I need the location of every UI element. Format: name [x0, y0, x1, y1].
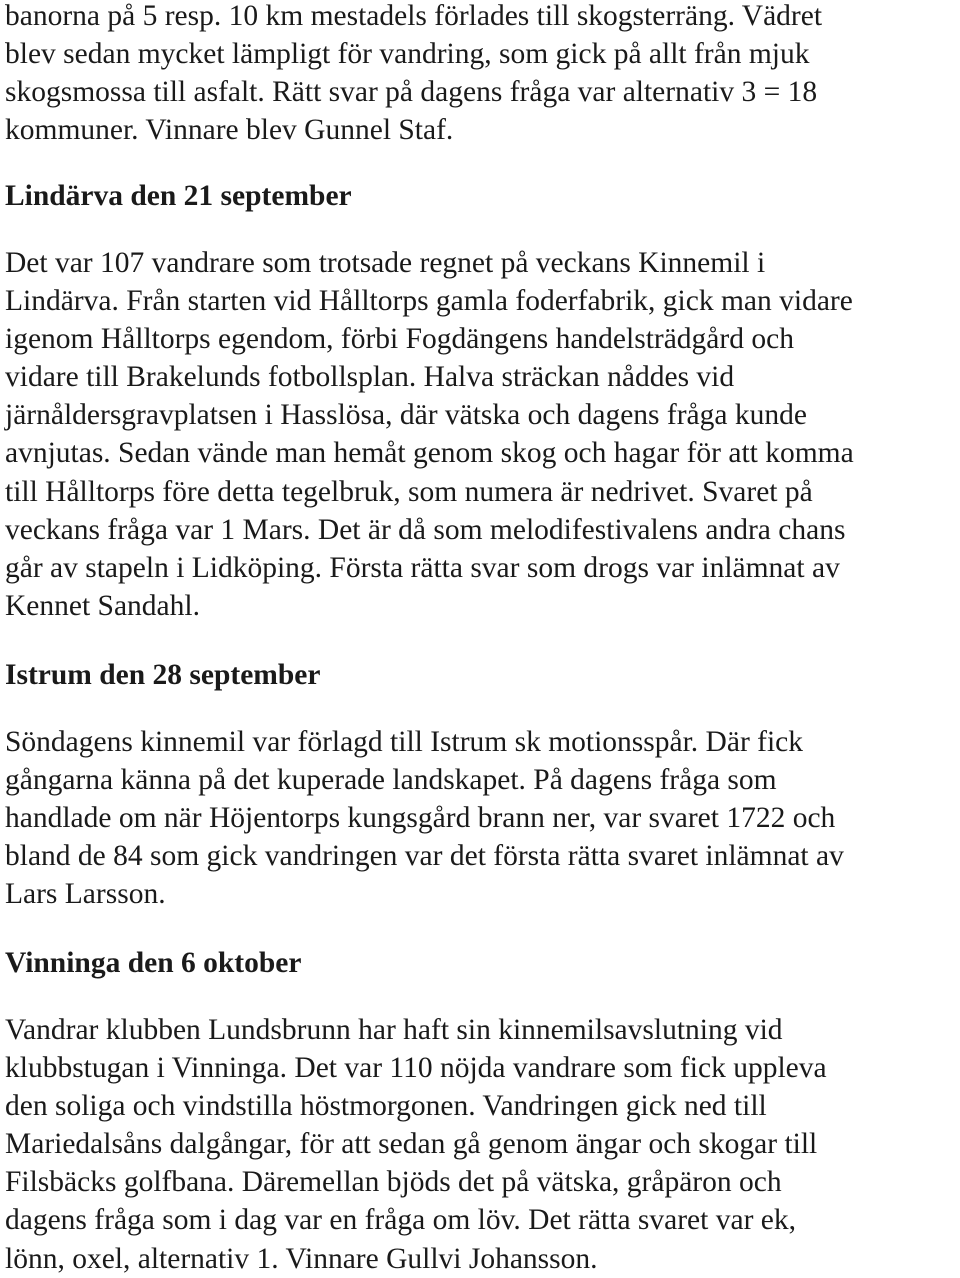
paragraph-line: Lars Larsson.	[5, 878, 166, 911]
paragraph-line: Kennet Sandahl.	[5, 589, 200, 622]
paragraph-line: lönn, oxel, alternativ 1. Vinnare Gullvi Johansson.	[5, 1242, 598, 1275]
paragraph-line: bland de 84 som gick vandringen var det första rätta svaret inlämnat av	[5, 840, 844, 873]
paragraph-line: skogsmossa till asfalt. Rätt svar på dagens fråga var alternativ 3 = 18	[5, 76, 818, 109]
paragraph-line: går av stapeln i Lidköping. Första rätta svar som drogs var inlämnat av	[5, 551, 840, 584]
paragraph-line: den soliga och vindstilla höstmorgonen. Vandringen gick ned till	[5, 1090, 767, 1123]
paragraph-line: Filsbäcks golfbana. Däremellan bjöds det på vätska, gråpäron och	[5, 1166, 782, 1199]
paragraph-line: banorna på 5 resp. 10 km mestadels förlades till skogsterräng. Vädret	[5, 0, 823, 32]
paragraph-line: gångarna känna på det kuperade landskapet. På dagens fråga som	[5, 764, 777, 797]
paragraph-line: Vandrar klubben Lundsbrunn har haft sin kinnemilsavslutning vid	[5, 1014, 783, 1046]
section-paragraph-vinninga	[5, 1011, 827, 1278]
paragraph-line: Söndagens kinnemil var förlagd till Istrum sk motionsspår. Där fick	[5, 726, 804, 758]
paragraph-line: Lindärva. Från starten vid Hålltorps gamla foderfabrik, gick man vidare	[5, 285, 853, 318]
section-heading-vinninga: Vinninga den 6 oktober	[5, 947, 302, 979]
paragraph-line: Det var 107 vandrare som trotsade regnet på veckans Kinnemil i	[5, 247, 766, 279]
paragraph-line: dagens fråga som i dag var en fråga om löv. Det rätta svaret var ek,	[5, 1204, 796, 1237]
paragraph-line: blev sedan mycket lämpligt för vandring, som gick på allt från mjuk	[5, 38, 810, 71]
section-paragraph-lindarva	[5, 244, 854, 625]
paragraph-line: kommuner. Vinnare blev Gunnel Staf.	[5, 114, 454, 147]
paragraph-line: handlade om när Höjentorps kungsgård brann ner, var svaret 1722 och	[5, 802, 836, 835]
section-heading-lindarva: Lindärva den 21 september	[5, 180, 352, 212]
paragraph-line: avnjutas. Sedan vände man hemåt genom skog och hagar för att komma	[5, 437, 854, 470]
paragraph-line: Mariedalsåns dalgångar, för att sedan gå genom ängar och skogar till	[5, 1128, 818, 1161]
section-heading-istrum: Istrum den 28 september	[5, 659, 321, 691]
paragraph-line: till Hålltorps före detta tegelbruk, som numera är nedrivet. Svaret på	[5, 475, 813, 508]
paragraph-line: järnåldersgravplatsen i Hasslösa, där vätska och dagens fråga kunde	[5, 399, 807, 432]
intro-paragraph	[5, 0, 822, 149]
section-paragraph-istrum	[5, 723, 844, 913]
paragraph-line: klubbstugan i Vinninga. Det var 110 nöjda vandrare som fick uppleva	[5, 1052, 827, 1085]
paragraph-line: igenom Hålltorps egendom, förbi Fogdängens handelsträdgård och	[5, 323, 794, 356]
paragraph-line: veckans fråga var 1 Mars. Det är då som melodifestivalens andra chans	[5, 513, 846, 546]
paragraph-line: vidare till Brakelunds fotbollsplan. Halva sträckan nåddes vid	[5, 361, 735, 394]
